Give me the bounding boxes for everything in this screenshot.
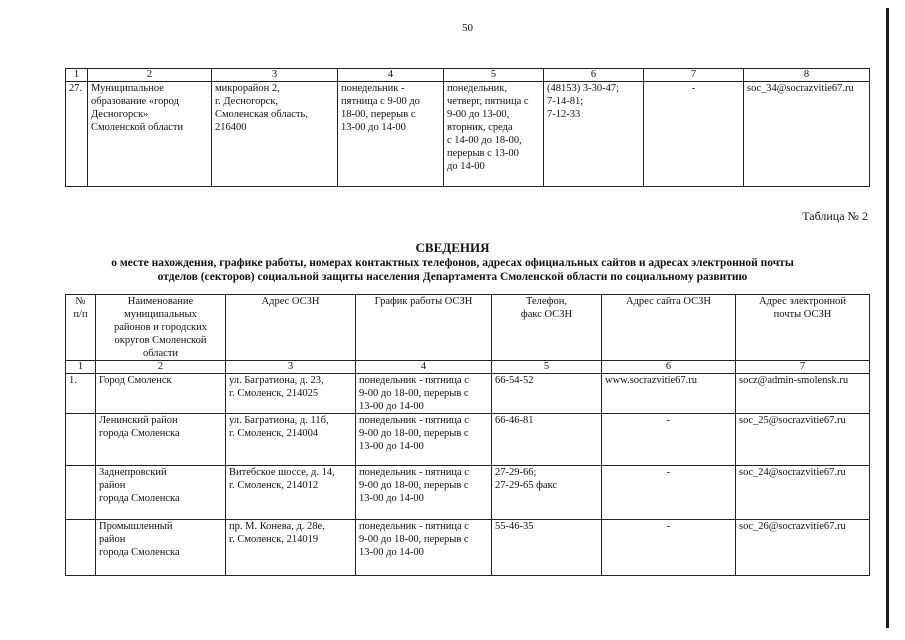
office-address: ул. Багратиона, д. 23, г. Смоленск, 214025 bbox=[226, 374, 356, 414]
work-schedule: понедельник - пятница с 9-00 до 18-00, перерыв с 13-00 до 14-00 bbox=[356, 374, 492, 414]
row-number bbox=[66, 414, 96, 466]
page-number: 50 bbox=[462, 22, 473, 34]
column-number: 6 bbox=[602, 361, 736, 374]
website: - bbox=[602, 466, 736, 520]
column-number: 8 bbox=[744, 69, 870, 82]
column-number: 4 bbox=[338, 69, 444, 82]
work-schedule: понедельник - пятница с 9-00 до 18-00, перерыв с 13-00 до 14-00 bbox=[356, 466, 492, 520]
continuation-table bbox=[65, 68, 870, 187]
website: - bbox=[602, 414, 736, 466]
column-number: 2 bbox=[88, 69, 212, 82]
column-number: 7 bbox=[644, 69, 744, 82]
email-address: soc_24@socrazvitie67.ru bbox=[736, 466, 870, 520]
social-protection-offices-table bbox=[65, 294, 870, 576]
district-name: Ленинский район города Смоленска bbox=[96, 414, 226, 466]
column-header: Наименование муниципальных районов и городских округов Смоленской области bbox=[96, 295, 226, 361]
table-row bbox=[66, 520, 870, 576]
work-schedule: понедельник - пятница с 9-00 до 18-00, перерыв с 13-00 до 14-00 bbox=[356, 414, 492, 466]
row-number bbox=[66, 520, 96, 576]
column-number: 1 bbox=[66, 361, 96, 374]
district-name: Муниципальное образование «город Десногорск» Смоленской области bbox=[88, 82, 212, 187]
email-address: soc_26@socrazvitie67.ru bbox=[736, 520, 870, 576]
column-header: Телефон, факс ОСЗН bbox=[492, 295, 602, 361]
column-number: 4 bbox=[356, 361, 492, 374]
table-row bbox=[66, 466, 870, 520]
column-number: 3 bbox=[212, 69, 338, 82]
column-number: 5 bbox=[444, 69, 544, 82]
row-number: 1. bbox=[66, 374, 96, 414]
website: - bbox=[602, 520, 736, 576]
page-edge-bar bbox=[886, 8, 889, 628]
table-caption: Таблица № 2 bbox=[802, 209, 868, 223]
table-row bbox=[66, 374, 870, 414]
table-row bbox=[66, 82, 870, 187]
column-number: 7 bbox=[736, 361, 870, 374]
phone-number: (48153) 3-30-47; 7-14-81; 7-12-33 bbox=[544, 82, 644, 187]
phone-number: 66-54-52 bbox=[492, 374, 602, 414]
district-name: Промышленный район города Смоленска bbox=[96, 520, 226, 576]
office-address: ул. Багратиона, д. 11б, г. Смоленск, 214004 bbox=[226, 414, 356, 466]
work-schedule: понедельник - пятница с 9-00 до 18-00, перерыв с 13-00 до 14-00 bbox=[338, 82, 444, 187]
column-number-row bbox=[66, 361, 870, 374]
column-number: 3 bbox=[226, 361, 356, 374]
column-header: Адрес сайта ОСЗН bbox=[602, 295, 736, 361]
column-number: 5 bbox=[492, 361, 602, 374]
phone-number: 27-29-66; 27-29-65 факс bbox=[492, 466, 602, 520]
office-address: микрорайон 2, г. Десногорск, Смоленская область, 216400 bbox=[212, 82, 338, 187]
table-row bbox=[66, 414, 870, 466]
district-name: Город Смоленск bbox=[96, 374, 226, 414]
row-number: 27. bbox=[66, 82, 88, 187]
column-number-row bbox=[66, 69, 870, 82]
phone-number: 55-46-35 bbox=[492, 520, 602, 576]
office-address: Витебское шоссе, д. 14, г. Смоленск, 214012 bbox=[226, 466, 356, 520]
document-title: СВЕДЕНИЯ bbox=[415, 240, 490, 255]
column-header: Адрес ОСЗН bbox=[226, 295, 356, 361]
email-address: soc_25@socrazvitie67.ru bbox=[736, 414, 870, 466]
work-schedule: понедельник, четверг, пятница с 9-00 до 13-00, вторник, среда с 14-00 до 18-00, перерыв с 13-00 до 14-00 bbox=[444, 82, 544, 187]
column-number: 1 bbox=[66, 69, 88, 82]
row-number bbox=[66, 466, 96, 520]
document-subtitle: о месте нахождения, графике работы, номерах контактных телефонов, адресах официальных сайтов и адресах электронной почты отделов (секторов) социальной защиты населения Департамента Смоленской области по социальному развитию bbox=[111, 257, 794, 283]
column-header: График работы ОСЗН bbox=[356, 295, 492, 361]
column-header: Адрес электронной почты ОСЗН bbox=[736, 295, 870, 361]
phone-number: 66-46-81 bbox=[492, 414, 602, 466]
website: - bbox=[644, 82, 744, 187]
office-address: пр. М. Конева, д. 28е, г. Смоленск, 214019 bbox=[226, 520, 356, 576]
work-schedule: понедельник - пятница с 9-00 до 18-00, перерыв с 13-00 до 14-00 bbox=[356, 520, 492, 576]
column-number: 6 bbox=[544, 69, 644, 82]
email-address: soc_34@socrazvitie67.ru bbox=[744, 82, 870, 187]
district-name: Заднепровский район города Смоленска bbox=[96, 466, 226, 520]
email-address: socz@admin-smolensk.ru bbox=[736, 374, 870, 414]
table-header-row bbox=[66, 295, 870, 361]
column-number: 2 bbox=[96, 361, 226, 374]
website: www.socrazvitie67.ru bbox=[602, 374, 736, 414]
column-header: № п/п bbox=[66, 295, 96, 361]
